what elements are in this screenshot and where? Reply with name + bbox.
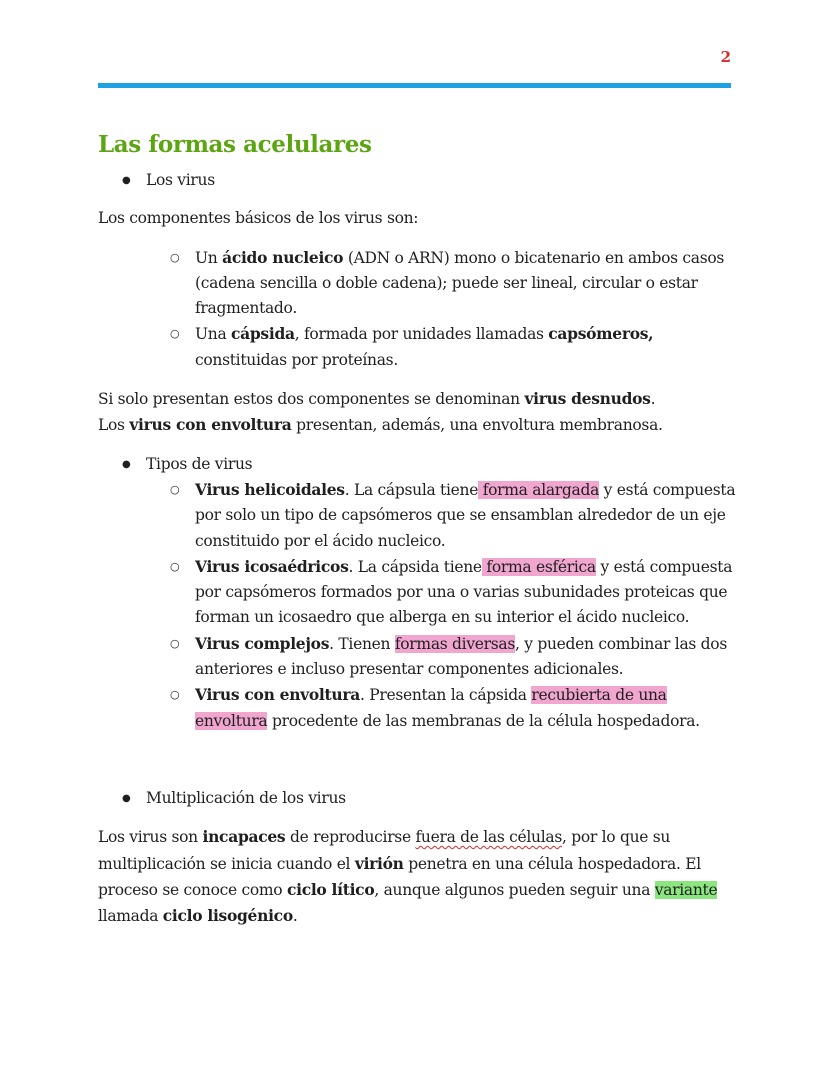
bullet-item-types	[98, 452, 738, 477]
term: ciclo lisogénico	[162, 906, 293, 926]
term: cápsida	[231, 324, 295, 344]
component-item-nucleic-acid	[98, 245, 738, 322]
circle-bullet-icon	[170, 682, 179, 708]
bullet-item-virus	[98, 168, 738, 193]
circle-bullet-icon	[170, 554, 179, 580]
bullet-label: Multiplicación de los virus	[146, 788, 346, 807]
term: virus desnudos	[524, 389, 651, 409]
bullet-label: Tipos de virus	[146, 454, 253, 473]
components-intro: Los componentes básicos de los virus son:	[98, 209, 419, 228]
paragraph-multiplication: Los virus son incapaces de reproducirse fuera de las células, por lo que su multiplicación se inicia cuando el virión penetra en una célula hospedadora. El proceso se conoce como ciclo lítico, aunque algunos pueden seguir una variante llamada ciclo lisogénico.	[98, 827, 718, 926]
paragraph-naked-virus: Si solo presentan estos dos componentes se denominan virus desnudos.	[98, 389, 656, 409]
circle-bullet-icon	[170, 631, 179, 657]
component-item-capsid	[98, 321, 738, 373]
paragraph-enveloped-virus: Los virus con envoltura presentan, además, una envoltura membranosa.	[98, 415, 663, 435]
section-heading: Las formas acelulares	[98, 131, 372, 158]
term: virión	[354, 853, 404, 873]
type-item-complex: ○ Virus complejos. Tienen formas diversas, y pueden combinar las dos anteriores e incluso presentar componentes adicionales.	[98, 631, 738, 683]
bullet-icon	[122, 168, 134, 195]
text: Un	[195, 248, 223, 267]
type-name: Virus con envoltura	[195, 685, 360, 705]
circle-bullet-icon	[170, 245, 179, 271]
circle-bullet-icon	[170, 477, 179, 503]
term: virus con envoltura	[129, 415, 292, 435]
highlight: formas diversas	[394, 634, 516, 653]
bullet-item-multiplication	[98, 786, 738, 811]
bullet-label: Los virus	[146, 171, 215, 189]
type-name: Virus icosaédricos	[195, 556, 349, 576]
spellcheck-underline: fuera de las células	[415, 828, 562, 847]
bullet-icon	[122, 452, 134, 479]
type-name: Virus complejos	[195, 633, 330, 653]
text: (ADN o ARN) mono o bicatenario en ambos casos (cadena sencilla o doble cadena); puede ser lineal, circular o estar fragmentado.	[195, 248, 725, 318]
term: incapaces	[202, 827, 286, 847]
bullet-icon	[122, 786, 134, 813]
circle-bullet-icon	[170, 321, 179, 347]
type-item-helical: ○ Virus helicoidales. La cápsula tiene forma alargada y está compuesta por solo un tipo de capsómeros que se ensamblan alrededor de un eje constituido por el ácido nucleico.	[98, 477, 738, 554]
type-item-icosahedral: ○ Virus icosaédricos. La cápsida tiene forma esférica y está compuesta por capsómeros formados por una o varias subunidades proteicas que forman un icosaedro que alberga en su interior el ácido nucleico.	[98, 554, 738, 631]
text: , formada por unidades llamadas	[294, 325, 549, 344]
term: ácido nucleico	[222, 247, 344, 267]
term: ciclo lítico	[286, 879, 375, 899]
type-item-enveloped: ○ Virus con envoltura. Presentan la cápsida recubierta de una envoltura procedente de las membranas de la célula hospedadora.	[98, 682, 738, 734]
highlight: forma esférica	[481, 557, 596, 576]
text: constituidas por proteínas.	[195, 350, 398, 369]
header-rule	[98, 83, 731, 88]
document-body	[98, 128, 738, 929]
highlight: forma alargada	[478, 480, 600, 499]
page-number: 2	[720, 48, 731, 66]
highlight: variante	[654, 880, 718, 899]
text: Una	[195, 325, 232, 344]
term: capsómeros,	[548, 324, 654, 344]
type-name: Virus helicoidales	[195, 479, 345, 499]
highlight: recubierta de una envoltura	[195, 686, 667, 730]
